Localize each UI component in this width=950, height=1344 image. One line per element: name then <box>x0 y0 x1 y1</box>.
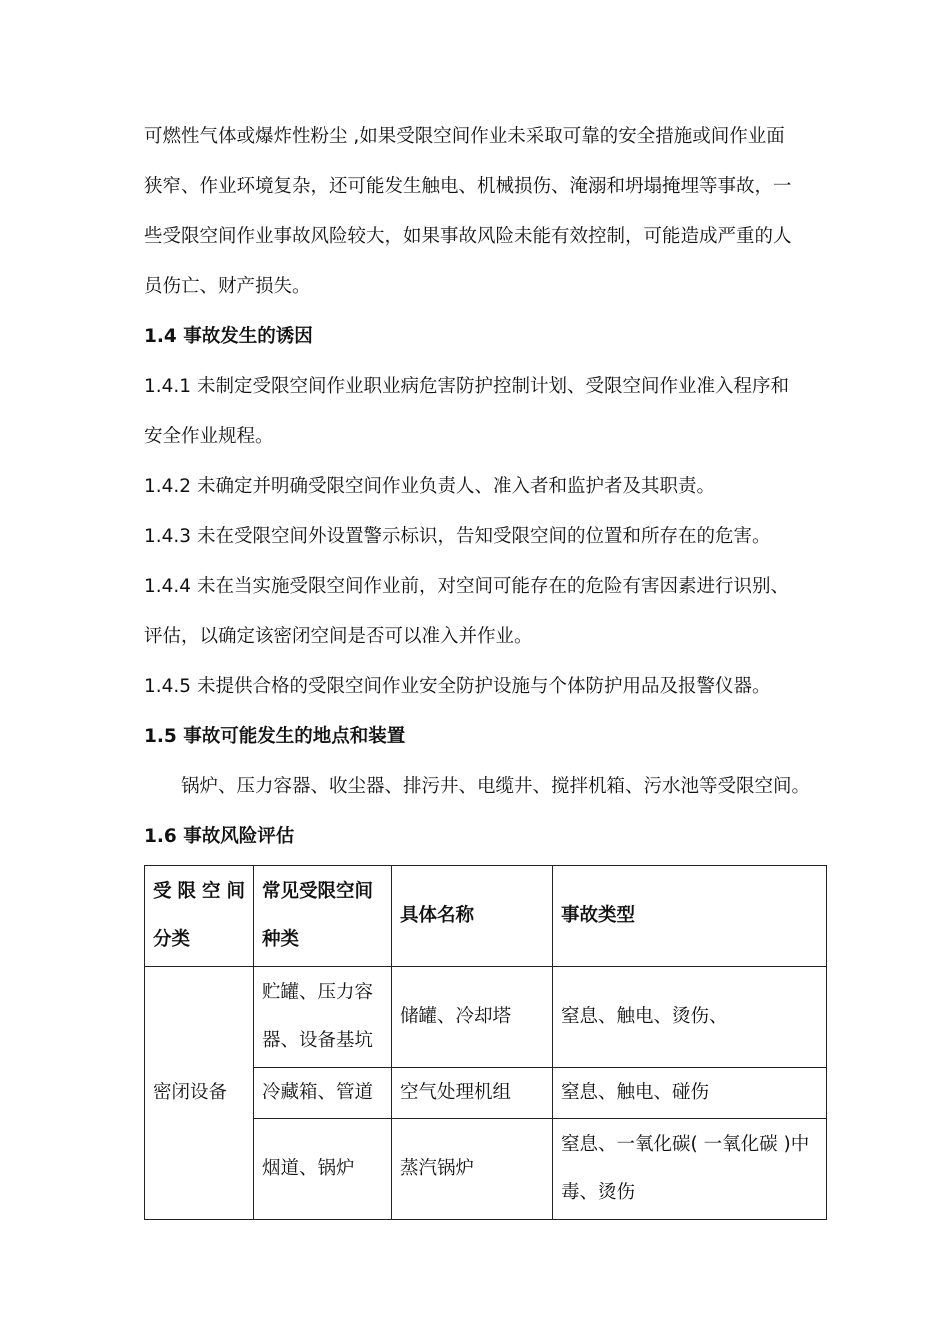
header-category <box>145 866 254 967</box>
text-line: 员伤亡、财产损失。 <box>144 276 311 297</box>
table-header-row <box>145 866 827 967</box>
header-accident: 事故类型 <box>553 866 827 967</box>
text-line: 1.4.2 未确定并明确受限空间作业负责人、准入者和监护者及其职责。 <box>144 476 715 497</box>
text-line: 狭窄、作业环境复杂，还可能发生触电、机械损伤、淹溺和坍塌掩埋等事故，一 <box>144 176 792 197</box>
header-text: 分类 <box>153 929 191 950</box>
location-text: 锅炉、压力容器、收尘器、排污井、电缆井、搅拌机箱、污水池等受限空间。 <box>181 776 811 797</box>
text-line: 1.4.1 未制定受限空间作业职业病危害防护控制计划、受限空间作业准入程序和 <box>144 376 789 397</box>
section-heading: 1.6 事故风险评估 <box>144 826 295 847</box>
text-line: 些受限空间作业事故风险较大，如果事故风险未能有效控制，可能造成严重的人 <box>144 226 792 247</box>
text-line: 1.4.3 未在受限空间外设置警示标识，告知受限空间的位置和所存在的危害。 <box>144 526 771 547</box>
type-cell: 冷藏箱、管道 <box>254 1068 392 1119</box>
section-heading: 1.4 事故发生的诱因 <box>144 326 313 347</box>
text-line: 评估，以确定该密闭空间是否可以准入并作业。 <box>144 626 533 647</box>
cell-text: 窒息、一氧化碳( 一氧化碳 )中 <box>561 1134 810 1155</box>
accident-cell: 窒息、触电、烫伤、 <box>553 967 827 1068</box>
header-name: 具体名称 <box>392 866 553 967</box>
risk-assessment-table <box>144 865 827 1220</box>
text-line: 安全作业规程。 <box>144 426 274 447</box>
cause-item <box>144 512 826 562</box>
cell-text: 贮罐、压力容 <box>262 982 374 1003</box>
category-cell: 密闭设备 <box>145 967 254 1220</box>
document-page <box>144 112 826 1220</box>
type-cell: 烟道、锅炉 <box>254 1119 392 1220</box>
header-text: 常见受限空间 <box>262 881 374 902</box>
text-line: 1.4.5 未提供合格的受限空间作业安全防护设施与个体防护用品及报警仪器。 <box>144 676 771 697</box>
cell-text: 器、设备基坑 <box>262 1030 374 1051</box>
cause-item <box>144 662 826 712</box>
text-line: 1.4.4 未在当实施受限空间作业前，对空间可能存在的危险有害因素进行识别、 <box>144 576 789 597</box>
text-line: 可燃性气体或爆炸性粉尘 ,如果受限空间作业未采取可靠的安全措施或间作业面 <box>144 126 785 147</box>
accident-cell <box>553 1119 827 1220</box>
name-cell: 储罐、冷却塔 <box>392 967 553 1068</box>
cell-text: 毒、烫伤 <box>561 1182 636 1203</box>
header-type <box>254 866 392 967</box>
accident-cell: 窒息、触电、碰伤 <box>553 1068 827 1119</box>
cause-item <box>144 562 826 662</box>
name-cell: 蒸汽锅炉 <box>392 1119 553 1220</box>
intro-paragraph <box>144 112 826 312</box>
header-text: 受限空间 <box>153 881 245 902</box>
table-row <box>145 967 827 1068</box>
name-cell: 空气处理机组 <box>392 1068 553 1119</box>
header-text: 种类 <box>262 929 300 950</box>
section-heading: 1.5 事故可能发生的地点和装置 <box>144 726 406 747</box>
type-cell <box>254 967 392 1068</box>
cause-item <box>144 462 826 512</box>
cause-item <box>144 362 826 462</box>
